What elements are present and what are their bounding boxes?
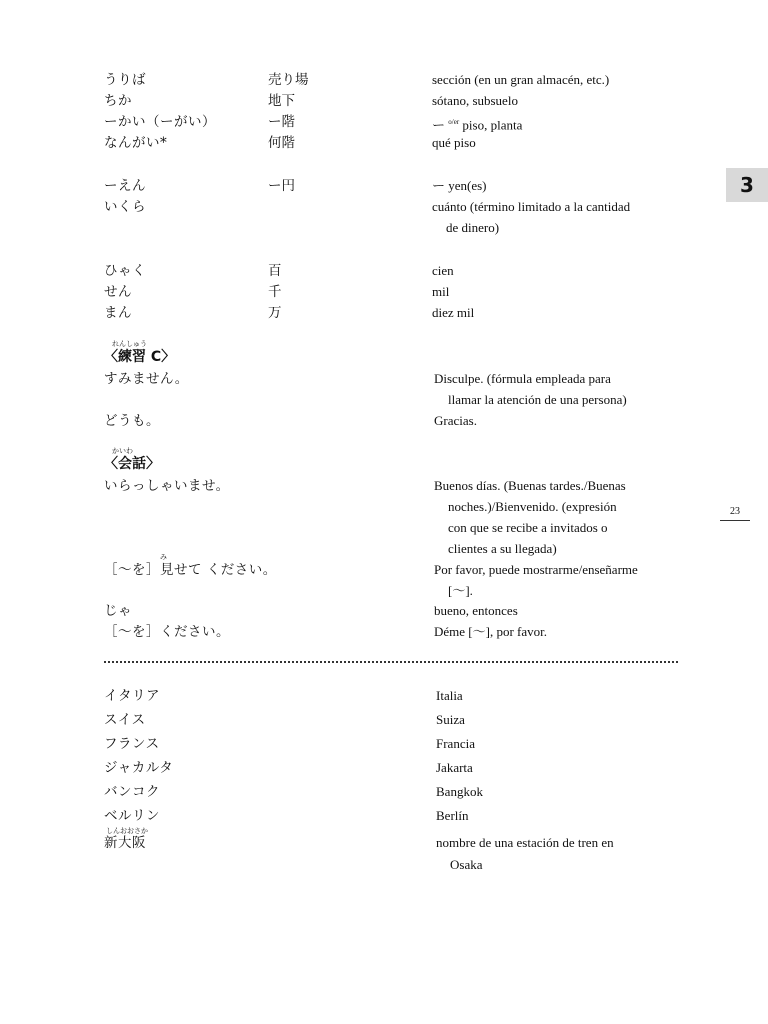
vocab-reading: ［～を］ください。 <box>104 624 230 640</box>
vocab-row <box>0 176 768 196</box>
reading-furigana: み <box>160 553 167 561</box>
vocab-meaning: cien <box>432 263 454 278</box>
place-reading: フランス <box>104 736 160 752</box>
vocab-reading: ーえん <box>104 178 146 194</box>
vocab-meaning: mil <box>432 284 450 299</box>
vocab-row <box>0 70 768 90</box>
place-reading: 新大阪 <box>104 835 146 851</box>
place-row <box>0 734 768 754</box>
place-row <box>0 686 768 706</box>
place-furigana: しんおおさか <box>106 827 148 835</box>
vocab-reading: まん <box>104 305 132 321</box>
meaning-suffix: piso, planta <box>459 117 523 133</box>
vocab-meaning: sótano, subsuelo <box>432 93 518 108</box>
vocab-row <box>0 133 768 153</box>
place-row <box>0 758 768 778</box>
vocab-kanji: 売り場 <box>268 72 309 88</box>
vocab-meaning: cuánto (término limitado a la cantidad <box>432 199 631 214</box>
section-title: 〈会話〉 <box>104 456 160 472</box>
place-reading: バンコク <box>104 784 160 800</box>
vocab-row <box>0 91 768 111</box>
vocab-reading: じゃ <box>104 603 132 619</box>
vocab-kanji: 百 <box>268 263 282 279</box>
vocab-row <box>0 560 768 604</box>
vocab-kanji: 万 <box>268 305 282 321</box>
vocab-kanji: 千 <box>268 284 282 300</box>
page-number: 23 <box>730 506 740 517</box>
vocab-meaning: sección (en un gran almacén, etc.) <box>432 72 610 87</box>
place-row <box>0 806 768 826</box>
place-row <box>0 833 768 877</box>
vocab-row <box>0 261 768 281</box>
vocab-row <box>0 411 768 431</box>
vocab-kanji: 何階 <box>268 135 295 151</box>
vocab-row <box>0 197 768 241</box>
vocab-meaning: diez mil <box>432 305 475 320</box>
vocab-reading: ちか <box>104 93 132 109</box>
vocab-meaning: bueno, entonces <box>434 603 518 618</box>
meaning-prefix: ー <box>432 117 449 133</box>
place-meaning: Jakarta <box>436 760 473 775</box>
vocab-row <box>0 303 768 323</box>
section-title: 〈練習 C〉 <box>104 349 176 365</box>
dotted-divider <box>104 661 678 663</box>
vocab-reading: せん <box>104 284 132 300</box>
vocab-row <box>0 622 768 642</box>
place-meaning: nombre de una estación de tren en <box>436 835 614 850</box>
vocab-reading: いらっしゃいませ。 <box>104 478 230 494</box>
vocab-meaning: Déme [～], por favor. <box>434 624 547 639</box>
place-meaning: Suiza <box>436 712 465 727</box>
vocab-meaning-continued: de dinero) <box>446 220 500 235</box>
vocab-reading: うりば <box>104 72 146 88</box>
vocab-row <box>0 601 768 621</box>
vocab-reading: ［～を］見せて ください。 <box>104 562 277 578</box>
vocab-row <box>0 112 768 132</box>
place-row <box>0 710 768 730</box>
vocab-reading: どうも。 <box>104 413 160 429</box>
vocab-reading: ーかい（ーがい） <box>104 114 216 130</box>
place-reading: イタリア <box>104 688 160 704</box>
vocab-meaning: ー yen(es) <box>432 178 487 193</box>
vocab-meaning: Gracias. <box>434 413 477 428</box>
vocab-meaning: qué piso <box>432 135 476 150</box>
vocab-reading: いくら <box>104 199 146 215</box>
lesson-tab-badge: 3 <box>726 168 768 202</box>
place-meaning: Berlín <box>436 808 469 823</box>
place-reading: スイス <box>104 712 146 728</box>
vocab-row <box>0 282 768 302</box>
vocab-reading: なんがい* <box>104 135 168 151</box>
ordinal-superscript: o/er <box>448 118 460 126</box>
vocab-row <box>0 369 768 413</box>
place-reading: ベルリン <box>104 808 160 824</box>
vocab-reading: すみません。 <box>104 371 189 387</box>
vocab-kanji: ー円 <box>268 178 295 194</box>
vocab-kanji: 地下 <box>268 93 295 109</box>
place-meaning: Italia <box>436 688 463 703</box>
vocab-kanji: ー階 <box>268 114 295 130</box>
vocab-meaning <box>432 112 522 135</box>
place-row <box>0 782 768 802</box>
vocab-row <box>0 476 768 560</box>
vocab-meaning-continued: noches.)/Bienvenido. (expresión <box>448 499 617 514</box>
vocab-meaning: Disculpe. (fórmula empleada para <box>434 371 611 386</box>
place-meaning: Bangkok <box>436 784 483 799</box>
section-furigana: かいわ <box>112 447 133 455</box>
section-furigana: れんしゅう <box>112 340 147 348</box>
vocab-reading: ひゃく <box>104 263 146 279</box>
place-meaning: Francia <box>436 736 475 751</box>
vocab-meaning-continued: con que se recibe a invitados o <box>448 520 608 535</box>
place-meaning-continued: Osaka <box>450 857 483 872</box>
vocab-meaning: Por favor, puede mostrarme/enseñarme <box>434 562 638 577</box>
place-reading: ジャカルタ <box>104 760 174 776</box>
vocab-meaning-continued: [～]. <box>448 583 473 598</box>
vocab-meaning-continued: clientes a su llegada) <box>448 541 557 556</box>
vocab-meaning-continued: llamar la atención de una persona) <box>448 392 627 407</box>
vocab-meaning: Buenos días. (Buenas tardes./Buenas <box>434 478 626 493</box>
